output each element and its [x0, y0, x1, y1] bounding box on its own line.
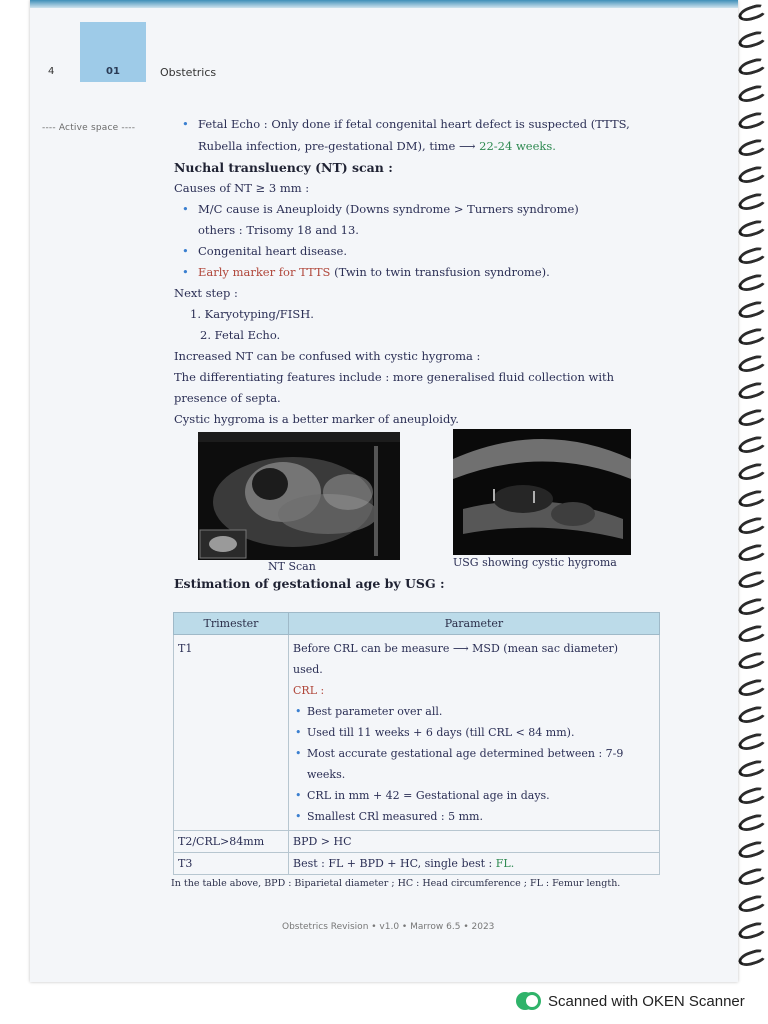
t1-bullet-3-cont: weeks. [307, 768, 346, 781]
page-footer: Obstetrics Revision • v1.0 • Marrow 6.5 • 2023 [282, 922, 495, 932]
spiral-ring [737, 110, 768, 132]
spiral-ring [737, 623, 768, 645]
fetal-echo-text: Rubella infection, pre-gestational DM), time ⟶ [198, 139, 480, 153]
spiral-ring [737, 731, 768, 753]
chapter-title: Obstetrics [160, 66, 217, 79]
spiral-ring [737, 677, 768, 699]
t3-label [174, 853, 289, 875]
diff-line-2: presence of septa. [174, 391, 281, 405]
header-trimester: Trimester [174, 613, 289, 635]
spiral-ring [737, 569, 768, 591]
nt-scan-caption: NT Scan [268, 560, 316, 573]
notebook-page [30, 0, 738, 982]
t1-bullet-2: • Used till 11 weeks + 6 days (till CRL < 84 mm). [293, 722, 655, 743]
nt-heading: Nuchal transluency (NT) scan : [174, 160, 393, 175]
early-marker-text: (Twin to twin transfusion syndrome). [330, 265, 550, 279]
confused-line: Increased NT can be confused with cystic hygroma : [174, 349, 481, 363]
t1-crl-label: CRL : [293, 684, 325, 697]
ga-parameter-table [173, 612, 660, 875]
t1-bullet-5: • Smallest CRl measured : 5 mm. [293, 806, 655, 827]
spiral-ring [737, 218, 768, 240]
spiral-ring [737, 2, 768, 24]
cystic-hygroma-image [453, 429, 631, 555]
spiral-ring [737, 434, 768, 456]
better-marker: Cystic hygroma is a better marker of aneuploidy. [174, 412, 459, 426]
chapter-number: 01 [106, 66, 120, 77]
t1-parameter [289, 635, 660, 831]
spiral-ring [737, 515, 768, 537]
t1-label-text: T1 [178, 642, 193, 655]
chd-item: • Congenital heart disease. [198, 244, 347, 258]
fetal-echo-line-1: • Fetal Echo : Only done if fetal congenital heart defect is suspected (TTTS, [198, 117, 630, 131]
spiral-ring [737, 596, 768, 618]
spiral-ring [737, 353, 768, 375]
t1-line-2: used. [293, 663, 323, 676]
spiral-ring [737, 407, 768, 429]
table-row [174, 635, 660, 831]
t3-value: Best : FL + BPD + HC, single best : [293, 857, 496, 870]
spiral-ring [737, 488, 768, 510]
spiral-ring [737, 137, 768, 159]
next-step: Next step : [174, 286, 238, 300]
header-parameter: Parameter [289, 613, 660, 635]
t3-label-text: T3 [178, 857, 193, 870]
t2-value: BPD > HC [293, 835, 352, 848]
spiral-ring [737, 272, 768, 294]
top-color-strip [30, 0, 738, 8]
t1-bullet-1: • Best parameter over all. [293, 701, 655, 722]
oken-logo-icon [516, 990, 540, 1012]
page-number: 4 [48, 66, 55, 77]
spiral-ring [737, 866, 768, 888]
step-karyotyping: 1. Karyotyping/FISH. [190, 307, 314, 321]
t2-parameter [289, 831, 660, 853]
spiral-ring [737, 191, 768, 213]
spiral-ring [737, 785, 768, 807]
spiral-ring [737, 839, 768, 861]
t1-line-1: Before CRL can be measure ⟶ MSD (mean sac diameter) [293, 642, 619, 655]
spiral-ring [737, 299, 768, 321]
fetal-echo-weeks: 22-24 weeks. [479, 139, 556, 153]
table-row [174, 831, 660, 853]
spiral-ring [737, 947, 768, 969]
diff-line-1: The differentiating features include : more generalised fluid collection with [174, 370, 615, 384]
spiral-ring [737, 920, 768, 942]
nt-causes: Causes of NT ≥ 3 mm : [174, 181, 310, 195]
spiral-ring [737, 83, 768, 105]
ga-heading: Estimation of gestational age by USG : [174, 576, 445, 591]
spiral-binding [730, 0, 768, 982]
t2-label-text: T2/CRL>84mm [178, 835, 265, 848]
spiral-ring [737, 704, 768, 726]
table-row [174, 853, 660, 875]
usg-caption: USG showing cystic hygroma [453, 556, 617, 569]
table-footnote: In the table above, BPD : Biparietal diameter ; HC : Head circumference ; FL : Femur length. [171, 878, 621, 889]
spiral-ring [737, 758, 768, 780]
scanner-watermark [516, 990, 745, 1012]
t3-parameter [289, 853, 660, 875]
early-marker-highlight: Early marker for TTTS [198, 265, 331, 279]
scanner-text: Scanned with OKEN Scanner [548, 992, 745, 1010]
spiral-ring [737, 245, 768, 267]
spiral-ring [737, 650, 768, 672]
spiral-ring [737, 812, 768, 834]
t3-single-best: FL. [495, 857, 515, 870]
spiral-ring [737, 326, 768, 348]
spiral-ring [737, 542, 768, 564]
active-space-label: ---- Active space ---- [42, 123, 136, 133]
t1-label [174, 635, 289, 831]
t2-label [174, 831, 289, 853]
spiral-ring [737, 893, 768, 915]
step-fetal-echo: 2. Fetal Echo. [200, 328, 281, 342]
mc-cause: • M/C cause is Aneuploidy (Downs syndrome > Turners syndrome) [198, 202, 579, 216]
nt-scan-image [198, 432, 400, 560]
early-marker [198, 265, 550, 279]
t1-bullet-4: • CRL in mm + 42 = Gestational age in days. [293, 785, 655, 806]
spiral-ring [737, 461, 768, 483]
others-trisomy: others : Trisomy 18 and 13. [198, 223, 359, 237]
spiral-ring [737, 56, 768, 78]
spiral-ring [737, 380, 768, 402]
fetal-echo-line-2 [198, 139, 556, 153]
spiral-ring [737, 164, 768, 186]
t1-bullet-3: • Most accurate gestational age determined between : 7-9 [293, 743, 655, 764]
spiral-ring [737, 29, 768, 51]
